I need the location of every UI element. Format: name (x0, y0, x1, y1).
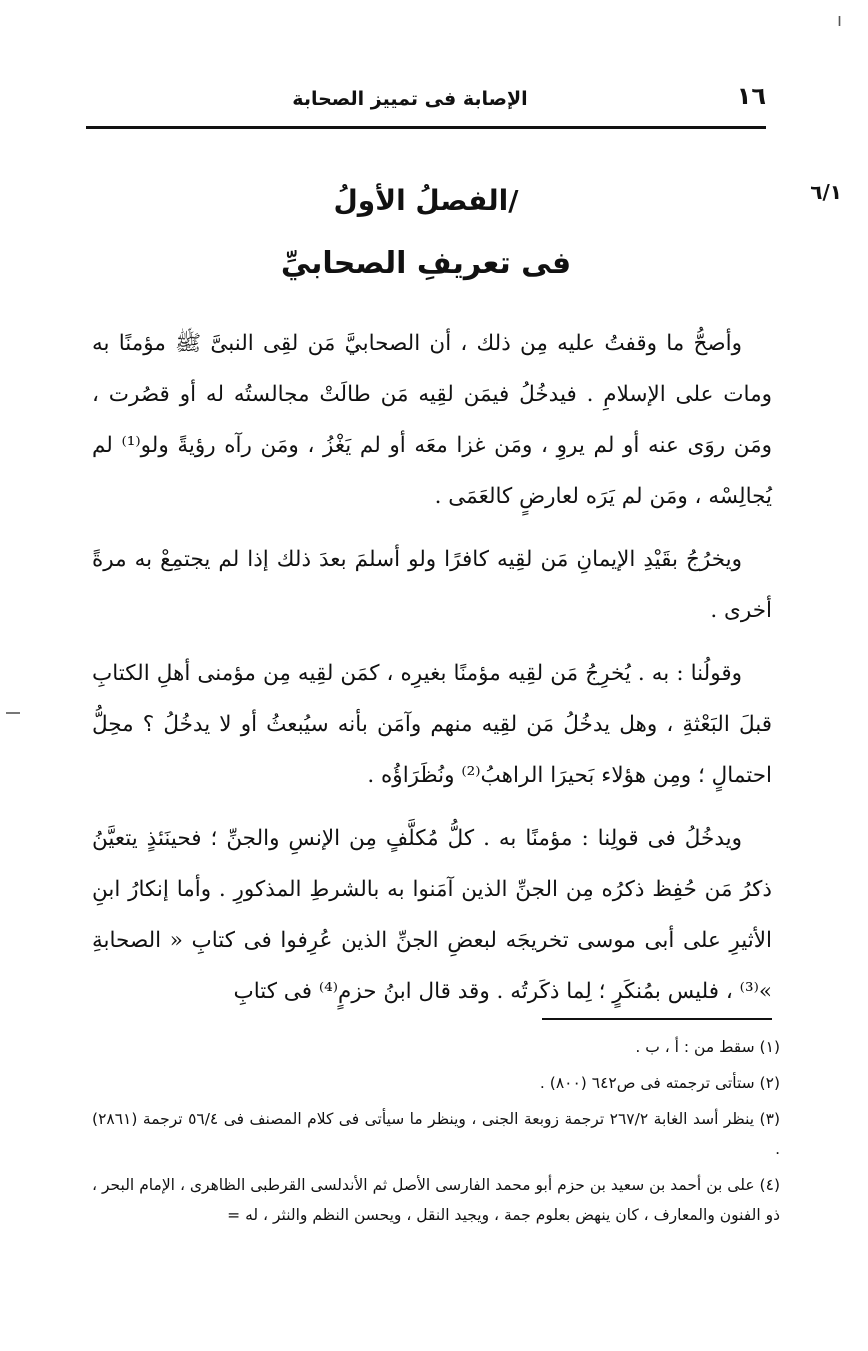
footnote-3: (٣) ينظر أسد الغابة ٢٦٧/٢ ترجمة زوبعة الجنى ، وينظر ما سيأتى فى كلام المصنف فى ٥٦/٤ ترجمة (٢٨٦١) . (92, 1110, 780, 1158)
footnotes (92, 1032, 780, 1236)
footnote-2: (٢) ستأتى ترجمته فى ص٦٤٢ (٨٠٠) . (539, 1074, 780, 1092)
paragraph-2: ويخرُجُ بقَيْدِ الإيمانِ مَن لقِيه كافرًا ولو أسلمَ بعدَ ذلك إذا لم يجتمِعْ به مرةً أخرى . (92, 547, 772, 623)
footnote-4: (٤) على بن أحمد بن سعيد بن حزم أبو محمد الفارسى الأصل ثم الأندلسى القرطبى الظاهرى ، الإمام البحر ، ذو الفنون والمعارف ، كان ينهض بعلوم جمة ، ويجيد النقل ، ويحسن النظم والنثر ، له = (92, 1176, 780, 1224)
margin-reference: ٦/١ (810, 180, 842, 204)
footnote-1: (١) سقط من : أ ، ب . (635, 1038, 780, 1056)
body-text (92, 318, 772, 1017)
running-header-title: الإصابة فى تمييز الصحابة (292, 88, 528, 110)
footnote-rule (542, 1018, 772, 1020)
page-corner-mark: ı (836, 10, 842, 31)
header-rule (86, 126, 766, 129)
paragraph-4: ويدخُلُ فى قولِنا : مؤمنًا به . كلُّ مُكلَّفٍ مِن الإنسِ والجنِّ ؛ فحينَئذٍ يتعيَّنُ ذكرُ مَن حُفِظ ذكرُه مِن الجنِّ الذين آمَنوا به بالشرطِ المذكورِ . وأما إنكارُ ابنِ الأثيرِ على أبى موسى تخريجَه لبعضِ الجنِّ الذين عُرِفوا فى كتابِ « الصحابةِ »⁽³⁾ ، فليس بمُنكَرٍ ؛ لِما ذكَرتُه . وقد قال ابنُ حزمٍ⁽⁴⁾ فى كتابِ (92, 826, 772, 1004)
chapter-subtitle: فى تعريفِ الصحابيِّ (280, 246, 572, 281)
page-number: ١٦ (736, 82, 766, 110)
margin-dash (6, 712, 20, 714)
paragraph-3: وقولُنا : به . يُخرِجُ مَن لقِيه مؤمنًا بغيرِه ، كمَن لقِيه مِن مؤمنى أهلِ الكتابِ قبلَ البَعْثةِ ، وهل يدخُلُ مَن لقِيه منهم وآمَن بأنه سيُبعثُ أو لا يدخُلُ ؟ محِلُّ احتمالٍ ؛ ومِن هؤلاء بَحيرَا الراهبُ⁽²⁾ ونُظَرَاؤُه . (92, 661, 772, 788)
paragraph-1: وأصحُّ ما وقفتُ عليه مِن ذلك ، أن الصحابيَّ مَن لقِى النبىَّ ﷺ مؤمنًا به ومات على الإسلامِ . فيدخُلُ فيمَن لقِيه مَن طالَتْ مجالستُه له أو قصُرت ، ومَن روَى عنه أو لم يروِ ، ومَن غزا معَه أو لم يَغْزُ ، ومَن رآه رؤيةً ولو⁽¹⁾ لم يُجالِسْه ، ومَن لم يَرَه لعارضٍ كالعَمَى . (92, 331, 772, 509)
chapter-title: /الفصلُ الأولُ (333, 184, 519, 217)
